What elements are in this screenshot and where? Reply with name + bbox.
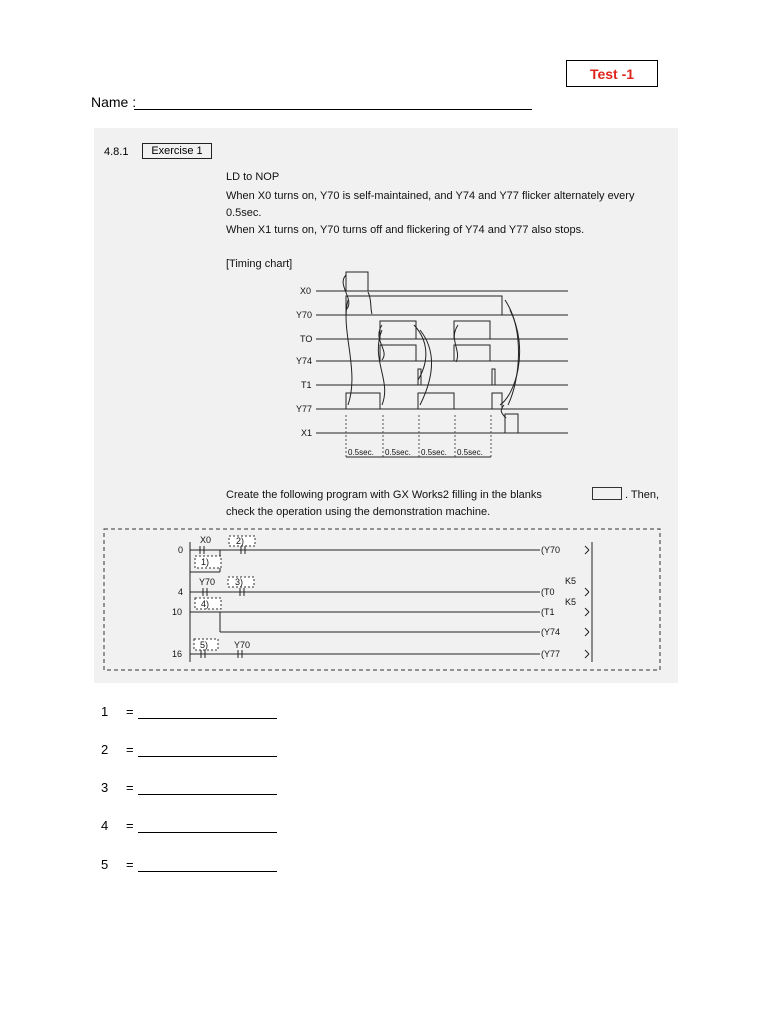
step-0: 0: [178, 545, 184, 555]
exercise-line-3: 0.5sec.: [226, 207, 262, 219]
interval-label-3: 0.5sec.: [421, 448, 447, 457]
answer-equals: =: [126, 742, 134, 757]
instruction-line-1: Create the following program with GX Works2 filling in the blanks: [226, 489, 542, 501]
answer-equals: =: [126, 818, 134, 833]
signal-x0: X0: [300, 286, 312, 296]
name-label: Name :: [91, 94, 137, 110]
answer-row-3: [101, 780, 281, 800]
signal-x1: X1: [301, 428, 313, 438]
contact-y70-b: Y70: [234, 640, 251, 650]
exercise-title: Exercise 1: [142, 143, 212, 159]
blank-3-label: 3): [235, 577, 244, 587]
answer-number: 4: [101, 818, 109, 833]
coil-y77: (Y77: [541, 649, 561, 659]
exercise-line-2: When X0 turns on, Y70 is self-maintained, and Y74 and Y77 flicker alternately every: [226, 190, 635, 202]
exercise-line-1: LD to NOP: [226, 171, 280, 183]
coil-y70: (Y70: [541, 545, 561, 555]
coil-t0: (T0: [541, 587, 555, 597]
coil-t1: (T1: [541, 607, 555, 617]
answer-equals: =: [126, 857, 134, 872]
answer-blank-2[interactable]: [138, 756, 277, 757]
signal-t0: TO: [300, 334, 313, 344]
interval-label-2: 0.5sec.: [385, 448, 411, 457]
blank-5-label: 5): [200, 640, 209, 650]
answer-row-1: [101, 704, 281, 724]
answer-blank-5[interactable]: [138, 871, 277, 872]
instruction-line-1-end: . Then,: [625, 489, 660, 501]
constant-k5-t1: K5: [565, 597, 577, 607]
answer-number: 2: [101, 742, 109, 757]
test-label-box: Test -1: [566, 60, 658, 87]
interval-label-4: 0.5sec.: [457, 448, 483, 457]
instruction-line-2: check the operation using the demonstration machine.: [226, 506, 491, 518]
answer-number: 3: [101, 780, 109, 795]
answer-number: 1: [101, 704, 109, 719]
signal-t1: T1: [301, 380, 312, 390]
answer-row-5: [101, 857, 281, 877]
timing-chart-label: [Timing chart]: [226, 258, 293, 270]
blank-4-label: 4): [201, 599, 210, 609]
blank-1-label: 1): [201, 557, 210, 567]
constant-k5-t0: K5: [565, 576, 577, 586]
signal-y74: Y74: [296, 356, 313, 366]
interval-label-1: 0.5sec.: [348, 448, 374, 457]
answer-number: 5: [101, 857, 109, 872]
answer-blank-4[interactable]: [138, 832, 277, 833]
signal-y77: Y77: [296, 404, 313, 414]
contact-y70-a: Y70: [199, 577, 216, 587]
answer-row-2: [101, 742, 281, 762]
step-4: 4: [178, 587, 184, 597]
blank-2-label: 2): [236, 536, 245, 546]
signal-y70: Y70: [296, 310, 313, 320]
answer-blank-3[interactable]: [138, 794, 277, 795]
contact-x0: X0: [200, 535, 212, 545]
answer-equals: =: [126, 780, 134, 795]
section-number: 4.8.1: [104, 146, 129, 158]
answer-row-4: [101, 818, 281, 838]
step-10: 10: [172, 607, 183, 617]
exercise-line-4: When X1 turns on, Y70 turns off and flickering of Y74 and Y77 also stops.: [226, 224, 585, 236]
step-16: 16: [172, 649, 183, 659]
coil-y74: (Y74: [541, 627, 561, 637]
answer-blank-1[interactable]: [138, 718, 277, 719]
answer-equals: =: [126, 704, 134, 719]
